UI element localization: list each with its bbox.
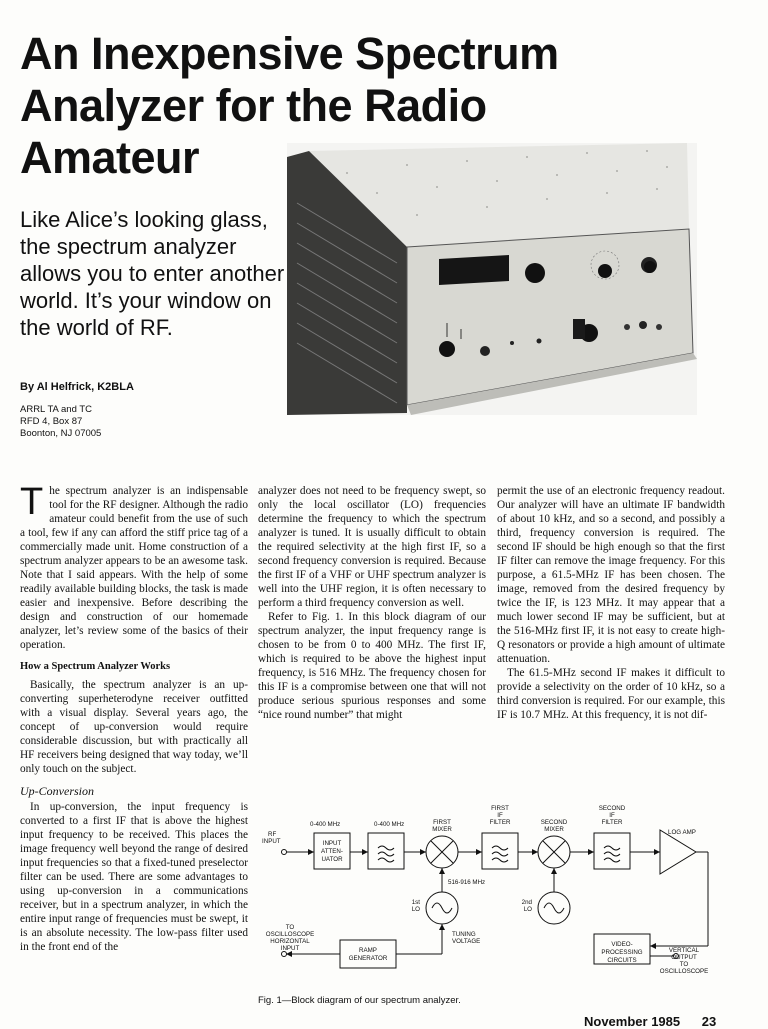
scope-horizontal-label: TO: [285, 924, 295, 931]
paragraph-text: he spectrum analyzer is an indispensable tool for the RF designer. Although the radio amateur could benefit from the use of such a tool, few if any can afford the stiff price tag of a commercially made unit. Home construction of a spectrum analyzer appears to be an awesome task. Note that I said appears. With the help of some readily available building blocks, the task is made easier and inexpensive. Before describing the design and construction of our homemade analyzer, let’s review some of the basics of their operation.: [20, 485, 248, 651]
address-line: RFD 4, Box 87: [20, 416, 83, 427]
issue-date: November 1985: [584, 1014, 681, 1029]
scope-horizontal-label: HORIZONTAL: [270, 938, 310, 945]
freq-range-label: 0-400 MHz: [374, 821, 405, 828]
byline: By Al Helfrick, K2BLA: [20, 381, 134, 393]
attenuator-label: UATOR: [321, 856, 343, 863]
body-column-2: [258, 484, 486, 722]
first-lo-label: 1st: [411, 899, 420, 906]
address-line: Boonton, NJ 07005: [20, 428, 102, 439]
attenuator-label: INPUT: [322, 840, 342, 847]
section-heading: How a Spectrum Analyzer Works: [20, 661, 171, 672]
rf-input-label: RF: [268, 831, 277, 838]
block-diagram: [256, 796, 716, 990]
page-number: 23: [701, 1014, 717, 1029]
log-amp-label: LOG AMP: [668, 829, 696, 836]
scope-vertical-label: TO: [679, 961, 689, 968]
lo-frequency-label: 516-916 MHz: [448, 879, 486, 886]
paragraph: The 61.5-MHz second IF makes it difficult to provide a selectivity on the order of 10 kHz, so a third conversion is required. For our example, this IF is 10.7 MHz. At this frequency, it is not dif-: [497, 667, 725, 721]
spectrum-analyzer-photo: [287, 143, 697, 415]
tuning-voltage-label: TUNING: [452, 931, 476, 938]
body-column-3: [497, 484, 725, 722]
second-if-filter-label: FILTER: [601, 819, 623, 826]
second-if-filter-label: SECOND: [598, 805, 626, 812]
paragraph: Basically, the spectrum analyzer is an up-converting superheterodyne receiver outfitted with a visual display. Several years ago, the concept of up-conversion would require considerable discussion, but with practically all HF receivers being designed that way today, we’ll only touch on the subject.: [20, 679, 248, 775]
subsection-heading: Up-Conversion: [20, 784, 94, 798]
article-subtitle: Like Alice’s looking glass, the spectrum analyzer allows you to enter another world. It’s your window on the world of RF.: [20, 207, 285, 340]
video-processing-label: PROCESSING: [601, 949, 643, 956]
paragraph: In up-conversion, the input frequency is converted to a first IF that is above the highest input frequency to be received. This places the image frequency well beyond the range of desired input frequencies so that a fixed-tuned preselector filter can be used. There are some advantages to using up-conversion in a communications receiver, but in a spectrum analyzer, in which the entire input range of frequencies must be swept, it is an absolute necessity. The low-pass filter used in the front end of the: [20, 801, 248, 953]
paragraph: analyzer does not need to be frequency swept, so only the local oscillator (LO) frequencies determine the frequency to which the spectrum analyzer is tuned. It is usually difficult to obtain the required selectivity at the high first IF, so a second frequency conversion is required. Because the first IF of a VHF or UHF spectrum analyzer is well into the UHF region, it is often necessary to perform a third frequency conversion as well.: [258, 485, 486, 609]
video-processing-label: CIRCUITS: [607, 957, 637, 964]
page-footer: [584, 1014, 734, 1029]
scope-horizontal-label: OSCILLOSCOPE: [265, 931, 315, 938]
first-lo-label: LO: [411, 906, 420, 913]
tuning-voltage-label: VOLTAGE: [452, 938, 481, 945]
scope-vertical-label: OSCILLOSCOPE: [659, 968, 709, 975]
first-if-filter-label: FIRST: [491, 805, 509, 812]
article-title: An Inexpensive Spectrum Analyzer for the Radio Amateur: [20, 28, 559, 183]
second-mixer-label: MIXER: [544, 826, 564, 833]
second-if-filter-label: IF: [609, 812, 615, 819]
paragraph: Refer to Fig. 1. In this block diagram of our spectrum analyzer, the input frequency range is chosen to be from 0 to 400 MHz. The first IF, which is required to be above the highest input frequency, is 516 MHz. The frequency chosen for this IF is a compromise between one that will not produce serious spurious responses and some “nice round number” that might: [258, 611, 486, 721]
drop-cap: T: [20, 481, 44, 523]
second-lo-label: LO: [523, 906, 532, 913]
second-lo-label: 2nd: [521, 899, 532, 906]
address-line: ARRL TA and TC: [20, 404, 92, 415]
figure-caption: Fig. 1—Block diagram of our spectrum analyzer.: [258, 995, 461, 1006]
video-processing-label: VIDEO-: [611, 941, 633, 948]
body-column-1: [20, 481, 248, 954]
scope-horizontal-label: INPUT: [280, 945, 300, 952]
scope-vertical-label: OUTPUT: [671, 954, 697, 961]
ramp-generator-label: GENERATOR: [348, 955, 388, 962]
paragraph: [20, 481, 248, 652]
scope-vertical-label: VERTICAL: [668, 947, 700, 954]
first-if-filter-label: IF: [497, 812, 503, 819]
rf-input-label: INPUT: [262, 838, 281, 845]
freq-range-label: 0-400 MHz: [310, 821, 341, 828]
ramp-generator-label: RAMP: [359, 947, 377, 954]
paragraph: permit the use of an electronic frequency readout. Our analyzer will have an ultimate IF bandwidth of about 10 kHz, and so a second, and possibly a third, frequency conversion is required. The second IF should be high enough so that the first IF filter can remove the image frequency. For this purpose, a 61.5-MHz IF has been chosen. The image, removed from the desired frequency by twice the IF, is 123 MHz. It may appear that a much lower second IF may be sufficient, but at the 516-MHz first IF, it is not easy to create high-Q resonators or provide a high amount of ultimate attenuation.: [497, 485, 725, 665]
author-address: [20, 404, 101, 440]
attenuator-label: ATTEN-: [321, 848, 343, 855]
first-if-filter-label: FILTER: [489, 819, 511, 826]
second-mixer-label: SECOND: [540, 819, 568, 826]
first-mixer-label: FIRST: [433, 819, 451, 826]
first-mixer-label: MIXER: [432, 826, 452, 833]
